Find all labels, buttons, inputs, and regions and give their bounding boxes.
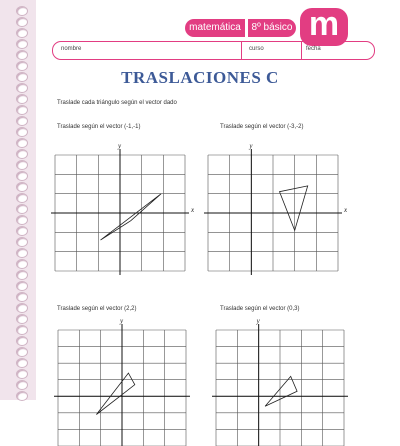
binding-ring	[16, 39, 28, 49]
spiral-binding	[0, 0, 36, 400]
binding-ring	[16, 204, 28, 214]
field-divider	[301, 42, 302, 59]
subject-label: matemática	[185, 19, 245, 37]
triangle-shape	[265, 376, 297, 406]
binding-ring	[16, 94, 28, 104]
x-axis-label: x	[344, 206, 348, 214]
y-axis-label: y	[118, 142, 122, 150]
binding-ring	[16, 17, 28, 27]
date-label: fecha	[306, 46, 321, 52]
binding-ring	[16, 138, 28, 148]
binding-ring	[16, 281, 28, 291]
x-axis-label: x	[191, 206, 195, 214]
binding-ring	[16, 325, 28, 335]
binding-ring	[16, 215, 28, 225]
binding-ring	[16, 314, 28, 324]
coordinate-grid	[58, 317, 186, 446]
binding-ring	[16, 303, 28, 313]
coordinate-grid	[208, 142, 348, 271]
binding-ring	[16, 127, 28, 137]
exercise-caption: Traslade según el vector (-3,-2)	[220, 124, 304, 130]
course-label: curso	[249, 46, 264, 52]
binding-ring	[16, 160, 28, 170]
binding-ring	[16, 259, 28, 269]
binding-ring	[16, 116, 28, 126]
triangle-shape	[280, 186, 308, 231]
binding-ring	[16, 248, 28, 258]
binding-ring	[16, 347, 28, 357]
y-axis-label: y	[249, 142, 253, 150]
binding-ring	[16, 270, 28, 280]
binding-ring	[16, 6, 28, 16]
brand-logo: m	[300, 8, 348, 46]
binding-ring	[16, 193, 28, 203]
binding-ring	[16, 380, 28, 390]
exercise-caption: Traslade según el vector (-1,-1)	[57, 124, 141, 130]
binding-ring	[16, 369, 28, 379]
name-label: nombre	[61, 46, 82, 52]
y-axis-label: y	[120, 317, 124, 325]
binding-ring	[16, 226, 28, 236]
instruction-text: Traslade cada triángulo según el vector dado	[57, 100, 177, 106]
binding-ring	[16, 105, 28, 115]
field-divider	[241, 42, 242, 59]
binding-ring	[16, 50, 28, 60]
coordinate-grid	[55, 142, 195, 271]
triangle-shape	[101, 194, 162, 240]
binding-ring	[16, 292, 28, 302]
grade-label: 8º básico	[248, 19, 296, 37]
worksheet-title: TRASLACIONES C	[121, 68, 279, 87]
binding-ring	[16, 336, 28, 346]
y-axis-label: y	[256, 317, 260, 325]
coordinate-grid	[216, 317, 344, 446]
binding-ring	[16, 28, 28, 38]
triangle-shape	[96, 373, 134, 414]
binding-ring	[16, 171, 28, 181]
exercise-caption: Traslade según el vector (0,3)	[220, 306, 300, 312]
binding-ring	[16, 358, 28, 368]
binding-ring	[16, 237, 28, 247]
exercise-caption: Traslade según el vector (2,2)	[57, 306, 137, 312]
binding-ring	[16, 149, 28, 159]
student-info-fields	[52, 41, 375, 60]
binding-ring	[16, 182, 28, 192]
